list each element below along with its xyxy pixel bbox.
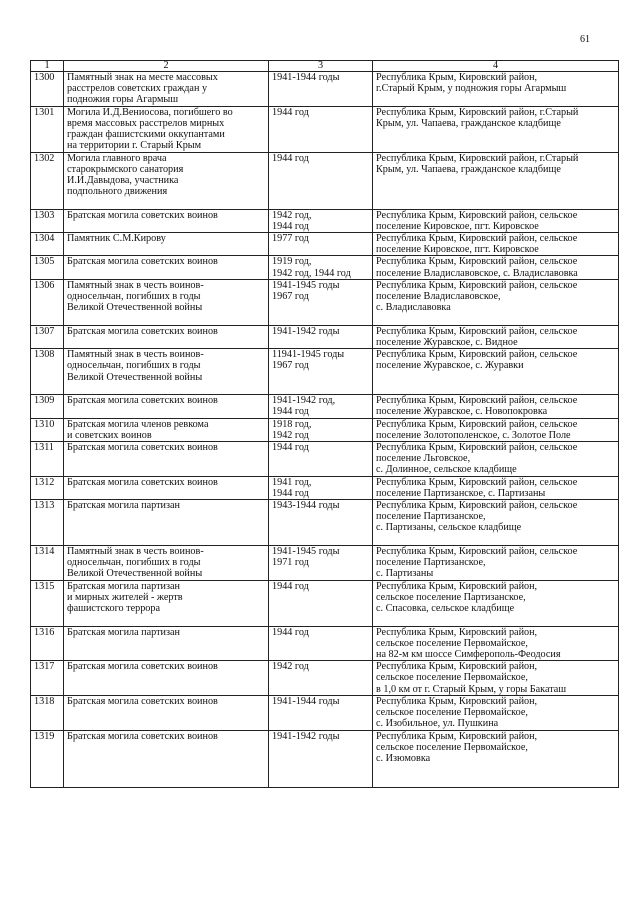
memorial-year-cell: 1941-1944 годы: [269, 695, 373, 730]
table-row: [31, 695, 619, 730]
record-number-cell: 1318: [31, 695, 64, 730]
table-row: [31, 580, 619, 626]
memorial-name-cell: Братская могила советских воинов: [64, 661, 269, 696]
memorial-location-cell: Республика Крым, Кировский район, сельское поселение Первомайское, в 1,0 км от г. Старый Крым, у горы Бакаташ: [373, 661, 619, 696]
memorial-year-cell: 1941-1945 годы 1967 год: [269, 279, 373, 325]
memorial-year-cell: 1941-1942 год, 1944 год: [269, 395, 373, 418]
memorial-name-cell: Братская могила советских воинов: [64, 476, 269, 499]
record-number-cell: 1313: [31, 500, 64, 546]
table-row: [31, 395, 619, 418]
memorial-year-cell: 1941 год, 1944 год: [269, 476, 373, 499]
memorial-name-cell: Братская могила партизан и мирных жителей - жертв фашистского террора: [64, 580, 269, 626]
memorial-location-cell: Республика Крым, Кировский район, сельское поселение Журавское, с. Журавки: [373, 349, 619, 395]
memorial-name-cell: Братская могила советских воинов: [64, 395, 269, 418]
table-row: [31, 349, 619, 395]
memorial-name-cell: Братская могила советских воинов: [64, 256, 269, 279]
table-row: [31, 279, 619, 325]
memorial-location-cell: Республика Крым, Кировский район, г.Старый Крым, у подножия горы Агармыш: [373, 72, 619, 107]
memorial-name-cell: Братская могила советских воинов: [64, 442, 269, 477]
memorial-name-cell: Братская могила советских воинов: [64, 325, 269, 348]
memorial-name-cell: Могила И.Д.Вениосова, погибшего во время массовых расстрелов мирных граждан фашистскими оккупантами на территории г. Старый Крым: [64, 106, 269, 152]
memorial-name-cell: Памятный знак на месте массовых расстрелов советских граждан у подножия горы Агармыш: [64, 72, 269, 107]
memorial-name-cell: Братская могила советских воинов: [64, 695, 269, 730]
record-number-cell: 1305: [31, 256, 64, 279]
memorial-year-cell: 1944 год: [269, 626, 373, 661]
memorial-location-cell: Республика Крым, Кировский район, сельское поселение Журавское, с. Новопокровка: [373, 395, 619, 418]
table-row: [31, 476, 619, 499]
memorial-year-cell: 1944 год: [269, 152, 373, 209]
record-number-cell: 1319: [31, 730, 64, 787]
record-number-cell: 1309: [31, 395, 64, 418]
memorial-location-cell: Республика Крым, Кировский район, сельское поселение Партизанское, с. Партизаны: [373, 546, 619, 581]
table-row: [31, 256, 619, 279]
record-number-cell: 1315: [31, 580, 64, 626]
memorial-name-cell: Памятный знак в честь воинов- односельчан, погибших в годы Великой Отечественной войны: [64, 546, 269, 581]
memorial-location-cell: Республика Крым, Кировский район, сельское поселение Кировское, пгт. Кировское: [373, 233, 619, 256]
table-header-row: [31, 61, 619, 72]
table-row: [31, 418, 619, 441]
header-col-2: 2: [64, 61, 269, 72]
record-number-cell: 1317: [31, 661, 64, 696]
memorials-table: [30, 60, 619, 788]
memorial-location-cell: Республика Крым, Кировский район, сельское поселение Льговское, с. Долинное, сельское кладбище: [373, 442, 619, 477]
record-number-cell: 1314: [31, 546, 64, 581]
table-row: [31, 72, 619, 107]
memorial-name-cell: Братская могила партизан: [64, 500, 269, 546]
table-row: [31, 442, 619, 477]
table-row: [31, 730, 619, 787]
table-row: [31, 152, 619, 209]
memorial-year-cell: 1944 год: [269, 442, 373, 477]
memorial-name-cell: Братская могила партизан: [64, 626, 269, 661]
memorial-location-cell: Республика Крым, Кировский район, г.Старый Крым, ул. Чапаева, гражданское кладбище: [373, 106, 619, 152]
memorial-location-cell: Республика Крым, Кировский район, г.Старый Крым, ул. Чапаева, гражданское кладбище: [373, 152, 619, 209]
record-number-cell: 1310: [31, 418, 64, 441]
memorial-location-cell: Республика Крым, Кировский район, сельское поселение Журавское, с. Видное: [373, 325, 619, 348]
memorial-name-cell: Братская могила членов ревкома и советских воинов: [64, 418, 269, 441]
header-col-1: 1: [31, 61, 64, 72]
table-row: [31, 661, 619, 696]
memorial-location-cell: Республика Крым, Кировский район, сельское поселение Партизанское, с. Партизаны, сельское кладбище: [373, 500, 619, 546]
page-number: 61: [580, 34, 590, 45]
header-col-4: 4: [373, 61, 619, 72]
memorial-year-cell: 1941-1945 годы 1971 год: [269, 546, 373, 581]
memorial-location-cell: Республика Крым, Кировский район, сельское поселение Золотополенское, с. Золотое Поле: [373, 418, 619, 441]
memorial-name-cell: Могила главного врача старокрымского санатория И.И.Давыдова, участника подпольного движения: [64, 152, 269, 209]
record-number-cell: 1307: [31, 325, 64, 348]
record-number-cell: 1316: [31, 626, 64, 661]
memorial-year-cell: 1918 год, 1942 год: [269, 418, 373, 441]
memorial-location-cell: Республика Крым, Кировский район, сельское поселение Первомайское, на 82-м км шоссе Симферополь-Феодосия: [373, 626, 619, 661]
memorial-location-cell: Республика Крым, Кировский район, сельское поселение Партизанское, с. Спасовка, сельское кладбище: [373, 580, 619, 626]
memorial-year-cell: 1942 год: [269, 661, 373, 696]
memorial-year-cell: 1941-1942 годы: [269, 730, 373, 787]
memorial-name-cell: Памятник С.М.Кирову: [64, 233, 269, 256]
memorial-location-cell: Республика Крым, Кировский район, сельское поселение Первомайское, с. Изобильное, ул. Пушкина: [373, 695, 619, 730]
record-number-cell: 1312: [31, 476, 64, 499]
memorial-year-cell: 1941-1944 годы: [269, 72, 373, 107]
memorial-year-cell: 1941-1942 годы: [269, 325, 373, 348]
memorial-location-cell: Республика Крым, Кировский район, сельское поселение Партизанское, с. Партизаны: [373, 476, 619, 499]
memorial-name-cell: Памятный знак в честь воинов- односельчан, погибших в годы Великой Отечественной войны: [64, 349, 269, 395]
memorial-year-cell: 1942 год, 1944 год: [269, 209, 373, 232]
record-number-cell: 1311: [31, 442, 64, 477]
record-number-cell: 1302: [31, 152, 64, 209]
record-number-cell: 1303: [31, 209, 64, 232]
record-number-cell: 1304: [31, 233, 64, 256]
memorial-name-cell: Братская могила советских воинов: [64, 209, 269, 232]
table-row: [31, 106, 619, 152]
memorial-year-cell: 1944 год: [269, 580, 373, 626]
memorial-year-cell: 1943-1944 годы: [269, 500, 373, 546]
memorial-location-cell: Республика Крым, Кировский район, сельское поселение Первомайское, с. Изюмовка: [373, 730, 619, 787]
record-number-cell: 1301: [31, 106, 64, 152]
table-row: [31, 546, 619, 581]
memorial-year-cell: 1919 год, 1942 год, 1944 год: [269, 256, 373, 279]
memorial-location-cell: Республика Крым, Кировский район, сельское поселение Кировское, пгт. Кировское: [373, 209, 619, 232]
record-number-cell: 1308: [31, 349, 64, 395]
record-number-cell: 1306: [31, 279, 64, 325]
memorial-year-cell: 1944 год: [269, 106, 373, 152]
table-row: [31, 325, 619, 348]
memorial-year-cell: 1977 год: [269, 233, 373, 256]
table-row: [31, 500, 619, 546]
header-col-3: 3: [269, 61, 373, 72]
table-row: [31, 233, 619, 256]
memorial-name-cell: Памятный знак в честь воинов- односельчан, погибших в годы Великой Отечественной войны: [64, 279, 269, 325]
table-row: [31, 209, 619, 232]
memorial-location-cell: Республика Крым, Кировский район, сельское поселение Владиславовское, с. Владиславовка: [373, 256, 619, 279]
record-number-cell: 1300: [31, 72, 64, 107]
memorial-location-cell: Республика Крым, Кировский район, сельское поселение Владиславовское, с. Владиславовка: [373, 279, 619, 325]
memorial-year-cell: 11941-1945 годы 1967 год: [269, 349, 373, 395]
table-row: [31, 626, 619, 661]
memorial-name-cell: Братская могила советских воинов: [64, 730, 269, 787]
